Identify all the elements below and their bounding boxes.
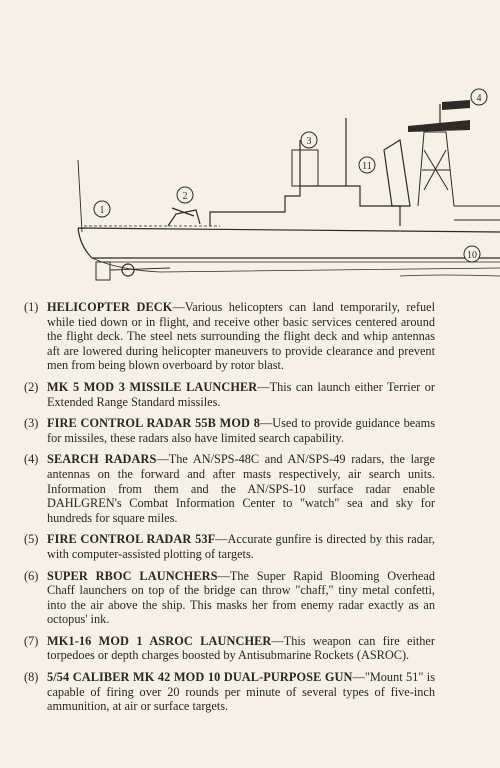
feature-entry bbox=[0, 300, 500, 373]
feature-entry bbox=[0, 532, 500, 561]
entry-number: (6) bbox=[24, 568, 39, 583]
feature-entry bbox=[0, 569, 500, 627]
entry-body: —Various helicopters can land temporarily, refuel while tied down or in flight, and receive other basic services centered around the flight deck. The steel nets surrounding the flight deck and whip antennas aft are lowered during helicopter maneuvers to provide clearance and prevent men from being blown overboard by rotor blast. bbox=[47, 300, 435, 373]
superstructure bbox=[210, 186, 400, 226]
entry-body: —This can launch either Terrier or Extended Range Standard missiles. bbox=[47, 379, 435, 409]
callout-4: 4 bbox=[476, 93, 482, 104]
propeller bbox=[122, 264, 134, 276]
entry-body: —Accurate gunfire is directed by this radar, with computer-assisted plotting of targets. bbox=[47, 532, 435, 561]
entry-heading: 5/54 CALIBER MK 42 MOD 10 DUAL-PURPOSE GUN bbox=[47, 670, 353, 685]
entry-number: (8) bbox=[24, 670, 39, 685]
feature-entry bbox=[0, 416, 500, 445]
entry-body: —The Super Rapid Blooming Overhead Chaff launchers on top of the bridge can throw "chaff," tiny metal confetti, into the air above the ship. This masks her from enemy radar exactly as an octopus' ink. bbox=[47, 568, 435, 627]
search-radar-antenna bbox=[408, 120, 470, 132]
entry-heading: MK1-16 MOD 1 ASROC LAUNCHER bbox=[47, 633, 272, 648]
entry-heading: FIRE CONTROL RADAR 53F bbox=[47, 532, 216, 547]
callout-1: 1 bbox=[99, 205, 105, 216]
entry-body: —The AN/SPS-48C and AN/SPS-49 radars, the large antennas on the forward and after masts respectively, air search units. Information from them and the AN/SPS-10 surface radar enable DAHLGREN's Combat Information Center to "watch" sea and sky for hundreds for square miles. bbox=[47, 452, 435, 525]
ship-profile-drawing bbox=[0, 0, 500, 295]
entry-heading: SUPER RBOC LAUNCHERS bbox=[47, 568, 218, 583]
entry-heading: FIRE CONTROL RADAR 55B MOD 8 bbox=[47, 416, 260, 431]
entry-number: (5) bbox=[24, 532, 39, 547]
entry-number: (2) bbox=[24, 379, 39, 394]
feature-list bbox=[0, 300, 500, 721]
feature-entry bbox=[0, 670, 500, 714]
entry-number: (4) bbox=[24, 452, 39, 467]
entry-number: (1) bbox=[24, 300, 39, 314]
entry-body: —Used to provide guidance beams for missiles, these radars also have limited search capability. bbox=[47, 416, 435, 445]
entry-body: —"Mount 51" is capable of firing over 20 rounds per minute of several types of five-inch ammunition, at air or surface targets. bbox=[47, 670, 435, 714]
stack bbox=[384, 140, 410, 206]
feature-entry bbox=[0, 452, 500, 525]
callout-2: 2 bbox=[182, 191, 188, 202]
lattice-mast bbox=[418, 132, 454, 206]
entry-heading: MK 5 MOD 3 MISSILE LAUNCHER bbox=[47, 379, 258, 394]
feature-entry bbox=[0, 380, 500, 409]
feature-entry bbox=[0, 634, 500, 663]
callout-10: 10 bbox=[467, 250, 477, 261]
entry-body: —This weapon can fire either torpedoes or depth charges boosted by Antisubmarine Rockets (ASROC). bbox=[47, 633, 435, 663]
callout-3: 3 bbox=[306, 136, 312, 147]
entry-heading: SEARCH RADARS bbox=[47, 452, 157, 467]
entry-number: (7) bbox=[24, 633, 39, 648]
callout-11: 11 bbox=[362, 161, 372, 172]
entry-heading: HELICOPTER DECK bbox=[47, 300, 173, 314]
rudder bbox=[96, 262, 110, 280]
entry-number: (3) bbox=[24, 416, 39, 431]
hull-lower bbox=[92, 258, 500, 272]
hull-outline bbox=[78, 228, 500, 258]
missile-launcher bbox=[168, 208, 200, 226]
